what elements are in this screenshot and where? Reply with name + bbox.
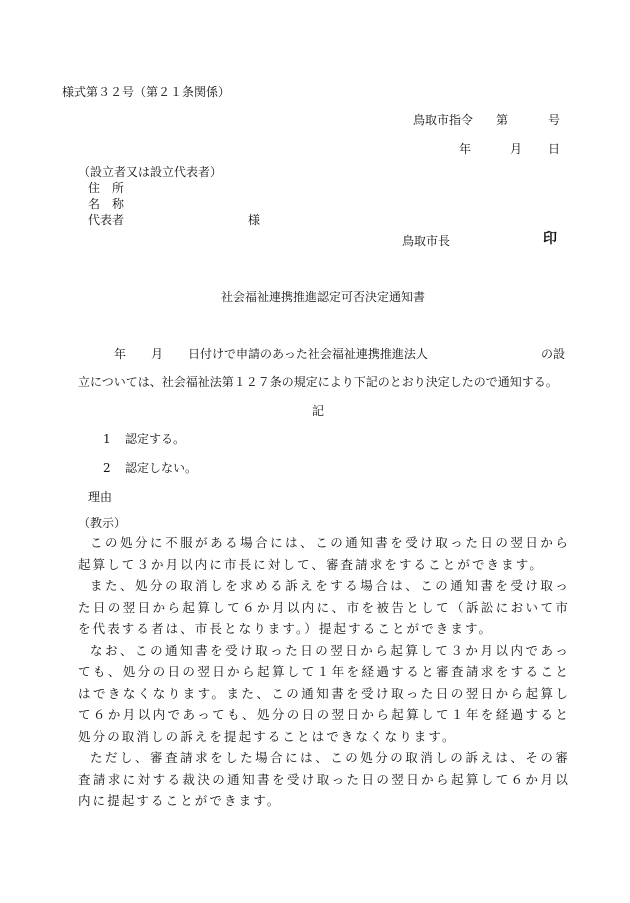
sender-title: 鳥取市長 bbox=[402, 234, 451, 248]
doc-number-go: 号 bbox=[548, 113, 561, 127]
notice-paragraph-1: この処分に不服がある場合には、この通知書を受け取った日の翌日から起算して３か月以内に市長に対して、審査請求をすることができます。 bbox=[78, 535, 570, 572]
body-year: 年 bbox=[114, 347, 127, 361]
decision-1-number: 1 bbox=[103, 432, 111, 446]
body-line2: 立については、社会福祉法第１２７条の規定により下記のとおり決定したので通知する。 bbox=[78, 375, 558, 389]
doc-number-issuer: 鳥取市指令 bbox=[413, 113, 474, 127]
notice-paragraph-3: なお、この通知書を受け取った日の翌日から起算して３か月以内であっても、処分の日の翌日から起算して１年を経過すると審査請求をすることはできなくなります。また、この通知書を受け取った日の翌日から起算して６か月以内であっても、処分の日の翌日から起算して１年を経過すると処分の取消しの訴えを提起することはできなくなります。 bbox=[78, 642, 570, 744]
doc-number-dai: 第 bbox=[496, 113, 509, 127]
date-day: 日 bbox=[548, 142, 561, 156]
notice-paragraph-2: また、処分の取消しを求める訴えをする場合は、この通知書を受け取った日の翌日から起算して６か月以内に、市を被告として（訴訟において市を代表する者は、市長となります。）提起することができます。 bbox=[78, 578, 570, 636]
document-title: 社会福祉連携推進認定可否決定通知書 bbox=[221, 290, 426, 304]
date-month: 月 bbox=[510, 142, 523, 156]
ki-label: 記 bbox=[312, 404, 325, 418]
body-line1-text: 日付けで申請のあった社会福祉連携推進法人 bbox=[188, 347, 428, 361]
decision-2-text: 認定しない。 bbox=[125, 461, 198, 475]
date-year: 年 bbox=[459, 142, 472, 156]
decision-1-text: 認定する。 bbox=[125, 432, 186, 446]
name-label: 名 称 bbox=[88, 197, 125, 211]
form-number: 様式第３２号（第２１条関係） bbox=[62, 85, 231, 99]
body-month: 月 bbox=[151, 347, 164, 361]
notice-heading: （教示） bbox=[78, 516, 127, 530]
seal-mark: 印 bbox=[543, 231, 557, 247]
reason-label: 理由 bbox=[88, 490, 113, 504]
representative-label: 代表者 bbox=[88, 213, 125, 227]
address-label: 住 所 bbox=[88, 181, 125, 195]
addressee-heading: （設立者又は設立代表者） bbox=[78, 165, 223, 179]
notice-body bbox=[78, 532, 570, 812]
honorific: 様 bbox=[248, 213, 261, 227]
body-line1-end: の設 bbox=[541, 347, 566, 361]
notice-paragraph-4: ただし、審査請求をした場合には、この処分の取消しの訴えは、その審査請求に対する裁決の通知書を受け取った日の翌日から起算して６か月以内に提起することができます。 bbox=[78, 750, 570, 808]
decision-2-number: 2 bbox=[103, 461, 111, 475]
